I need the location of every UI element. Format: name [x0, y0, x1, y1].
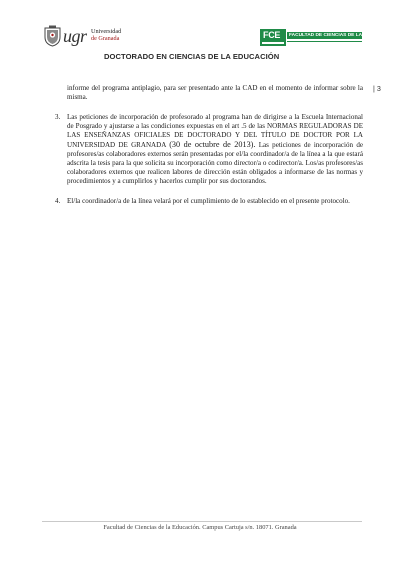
list-item	[55, 113, 363, 186]
list-item-text: El/la coordinador/a de la línea velará por el cumplimiento de lo establecido en el presente protocolo.	[67, 197, 350, 205]
list-item-number: 3.	[55, 113, 61, 121]
list-item-text-part: Las peticiones de incorporación de profesorado al programa han de dirigirse a la Escuela Internacional de Posgrado y ajustarse a las condiciones expuestas en el art .5 de las NORMAS REGULADORAS DE LAS ENSEÑANZAS OFICIALES DE DOCTORADO Y DEL TÍTULO DE DOCTOR POR LA UNIVERSIDAD DE GRANADA	[67, 113, 363, 149]
list-item	[55, 197, 363, 206]
faculty-logo	[260, 29, 393, 46]
university-name-line2: de Granada	[91, 35, 120, 42]
university-name-line1: Universidad	[91, 28, 122, 35]
page-title: DOCTORADO EN CIENCIAS DE LA EDUCACIÓN	[104, 52, 280, 61]
faculty-banner-rule	[287, 41, 362, 42]
crest-icon	[43, 25, 62, 47]
list-item-date: (30 de octubre de 2013).	[169, 140, 256, 149]
university-logo	[43, 25, 133, 49]
faculty-banner-text: FACULTAD DE CIENCIAS DE LA EDUCACIÓN	[289, 33, 393, 38]
list-item-text	[67, 113, 363, 186]
university-name	[91, 28, 121, 42]
footer-divider	[42, 521, 362, 522]
page-number: | 3	[373, 84, 381, 93]
list-item-text-part: Las peticiones de incorporación de profesores/as colaboradores externos serán presentadas por el/la coordinador/a de la línea a la que estará adscrita la tesis para la que solicita su incorporación como director/a o codirector/a. Los/as profesores/as colaboradores externos que realicen labores de dirección están obligados a informarse de las normas y procedimientos y a cumplirlos y hacerlos cumplir por sus doctorandos.	[67, 141, 363, 185]
page-footer: Facultad de Ciencias de la Educación. Campus Cartuja s/n. 18071. Granada	[103, 524, 297, 531]
faculty-mark-text: FCE	[263, 30, 281, 40]
list-item-number: 4.	[55, 197, 61, 205]
faculty-mark	[260, 29, 286, 46]
continuation-paragraph: informe del programa antiplagio, para ser presentado ante la CAD en el momento de informar sobre la misma.	[67, 84, 363, 101]
faculty-mark-underline	[262, 42, 284, 44]
ugr-wordmark: ugr	[63, 26, 87, 46]
document-body	[55, 84, 363, 206]
